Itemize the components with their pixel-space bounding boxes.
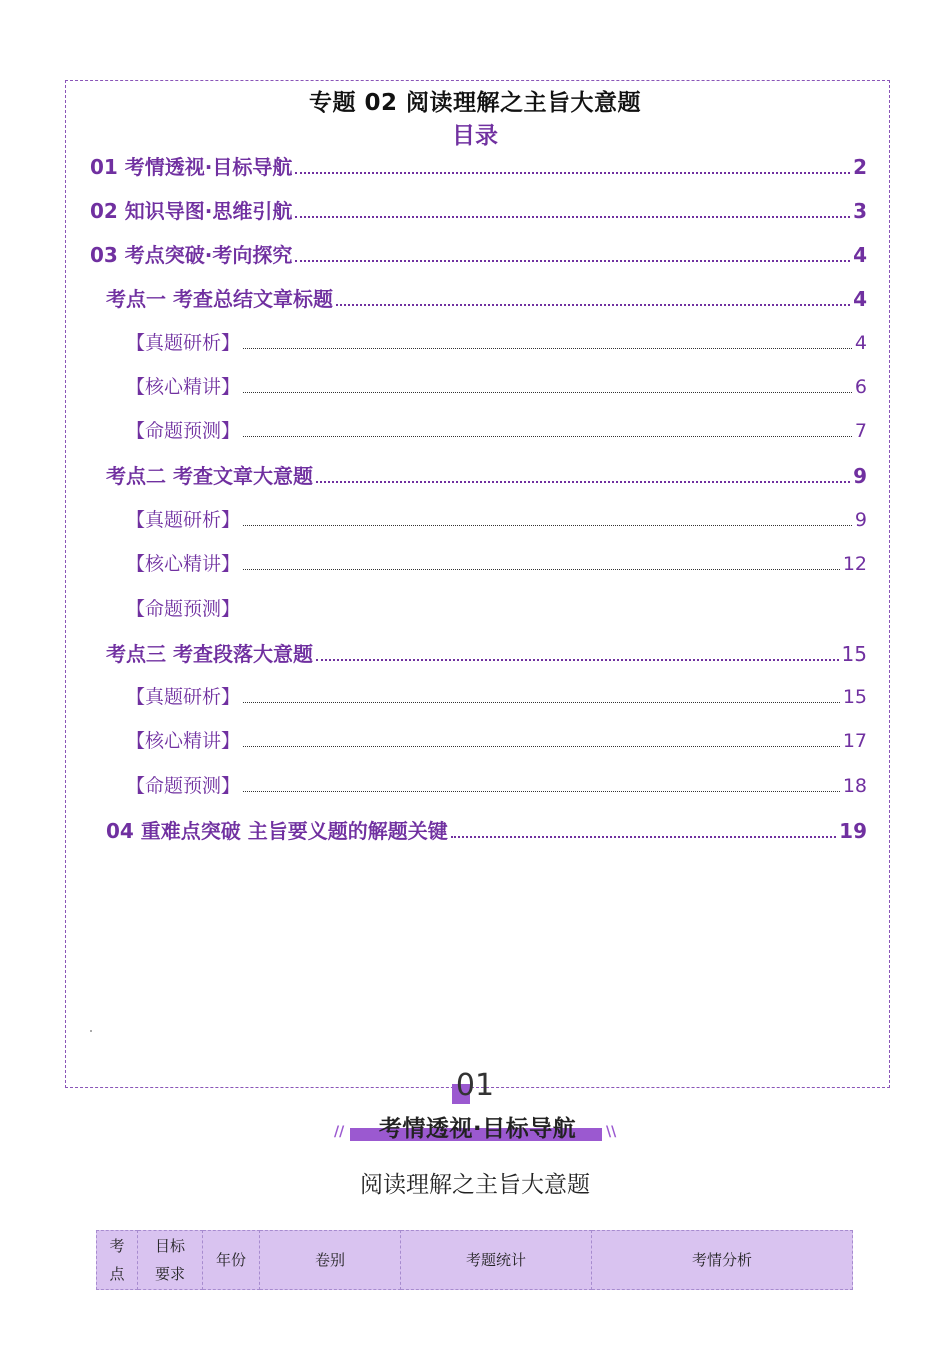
toc-entry[interactable] xyxy=(106,283,867,312)
toc-entry-page: 3 xyxy=(853,199,867,223)
toc-leader xyxy=(243,745,840,747)
toc-entry-label: 【真题研析】 xyxy=(126,509,241,531)
banner-right-deco: \\ xyxy=(606,1124,617,1140)
toc-entry-page: 4 xyxy=(854,332,867,354)
toc-entry[interactable] xyxy=(126,682,867,709)
toc-entry[interactable] xyxy=(126,372,867,399)
toc-entry[interactable] xyxy=(90,151,867,180)
toc-entry-label: 【命题预测】 xyxy=(126,775,241,797)
toc-entry-page: 4 xyxy=(853,243,867,267)
section-subtitle: 阅读理解之主旨大意题 xyxy=(360,1172,590,1198)
table-header-cell: 考情分析 xyxy=(592,1231,853,1290)
toc-entry-label: 01 考情透视·目标导航 xyxy=(90,155,293,179)
toc-leader xyxy=(295,215,850,218)
toc-entry-label: 考点三 考查段落大意题 xyxy=(106,642,313,666)
toc-leader xyxy=(451,835,836,838)
toc-entry[interactable] xyxy=(126,505,867,532)
toc-entry[interactable] xyxy=(106,460,867,489)
toc-entry[interactable] xyxy=(106,638,867,667)
table-header-cell: 考题统计 xyxy=(401,1231,592,1290)
toc-entry-label: 【核心精讲】 xyxy=(126,376,241,398)
banner-left-deco: // xyxy=(334,1124,345,1140)
document-title: 专题 02 阅读理解之主旨大意题 xyxy=(308,90,642,116)
toc-entry-label: 【真题研析】 xyxy=(126,332,241,354)
toc-leader xyxy=(316,658,839,661)
table-header-cell: 目标 要求 xyxy=(138,1231,203,1290)
toc-entry-label: 【命题预测】 xyxy=(126,598,241,620)
section-number: 01 xyxy=(455,1068,495,1103)
toc-leader xyxy=(243,568,840,570)
toc-entry-page: 4 xyxy=(853,287,867,311)
toc-leader xyxy=(243,435,852,437)
toc-entry-label: 03 考点突破·考向探究 xyxy=(90,243,293,267)
toc-entry-page: 6 xyxy=(854,376,867,398)
toc-entry[interactable] xyxy=(106,815,867,844)
toc-entry-page: 12 xyxy=(842,553,867,575)
toc-entry-label: 【核心精讲】 xyxy=(126,730,241,752)
section-banner-title: 考情透视·目标导航 xyxy=(378,1116,577,1142)
toc-leader xyxy=(243,790,840,792)
toc-entry[interactable] xyxy=(90,239,867,268)
toc-entry[interactable] xyxy=(126,771,867,798)
toc-entry[interactable] xyxy=(126,328,867,355)
toc-entry-page: 15 xyxy=(841,642,867,666)
toc-heading: 目录 xyxy=(452,123,498,149)
toc-leader xyxy=(243,701,840,703)
toc-leader xyxy=(243,391,852,393)
toc-leader xyxy=(243,524,852,526)
toc-entry-page: 19 xyxy=(839,819,867,843)
toc-entry-page: 9 xyxy=(854,509,867,531)
toc-frame xyxy=(65,80,890,1088)
toc-leader xyxy=(316,480,850,483)
toc-leader xyxy=(243,347,852,349)
toc-entry-label: 【命题预测】 xyxy=(126,420,241,442)
toc-entry-page: 7 xyxy=(854,420,867,442)
table-header-row xyxy=(97,1231,853,1290)
toc-entry-label: 02 知识导图·思维引航 xyxy=(90,199,293,223)
toc-entry-label: 【核心精讲】 xyxy=(126,553,241,575)
toc-entry-label: 考点一 考查总结文章标题 xyxy=(106,287,333,311)
toc-entry-page: 17 xyxy=(842,730,867,752)
toc-entry-label: 04 重难点突破 主旨要义题的解题关键 xyxy=(106,819,448,843)
toc-entry-label: 【真题研析】 xyxy=(126,686,241,708)
toc-entry[interactable] xyxy=(126,549,867,576)
toc-entry-page: 18 xyxy=(842,775,867,797)
toc-leader xyxy=(336,303,850,306)
table-header-cell: 年份 xyxy=(203,1231,260,1290)
toc-entry-page: 9 xyxy=(853,464,867,488)
toc-entry-page: 15 xyxy=(842,686,867,708)
toc-entry[interactable] xyxy=(126,594,240,621)
toc-entry[interactable] xyxy=(126,416,867,443)
exam-stats-table xyxy=(96,1230,853,1290)
stray-mark xyxy=(90,1030,92,1032)
table-header-cell: 卷别 xyxy=(260,1231,401,1290)
toc-entry[interactable] xyxy=(90,195,867,224)
toc-leader xyxy=(295,171,850,174)
toc-entry-label: 考点二 考查文章大意题 xyxy=(106,464,313,488)
toc-leader xyxy=(295,259,850,262)
table-header-cell: 考 点 xyxy=(97,1231,138,1290)
toc-entry[interactable] xyxy=(126,726,867,753)
toc-entry-page: 2 xyxy=(853,155,867,179)
